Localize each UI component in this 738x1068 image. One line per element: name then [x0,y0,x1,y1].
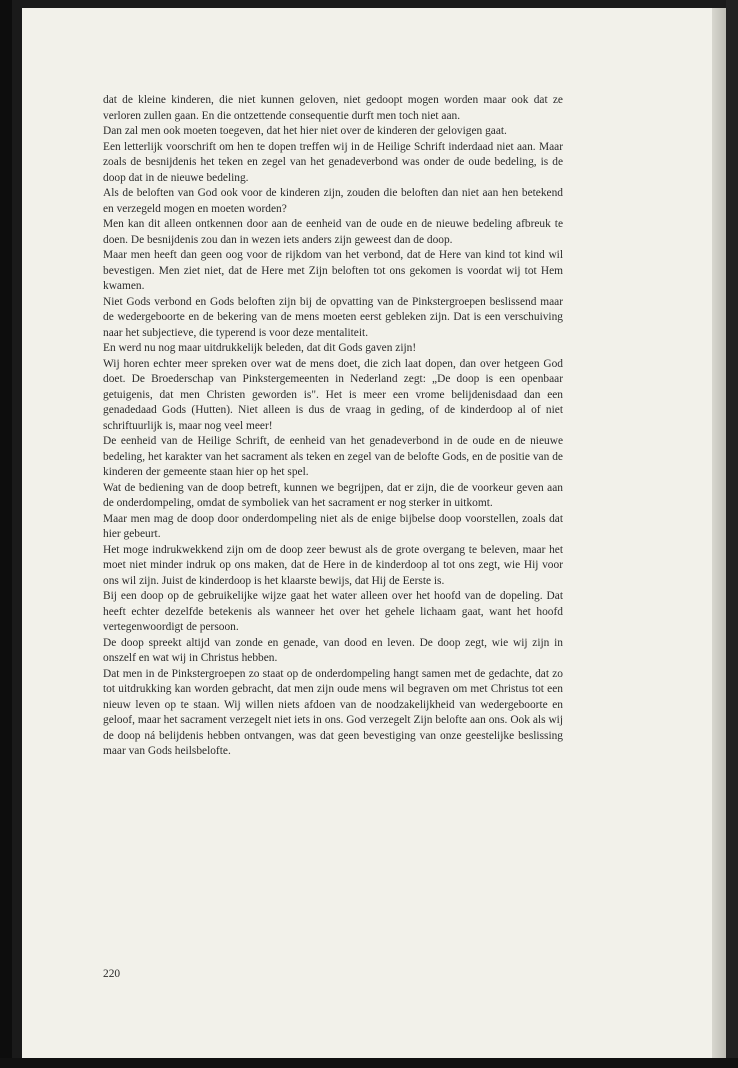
paragraph: Maar men mag de doop door onderdompeling niet als de enige bijbelse doop voorstellen, zoals dat hier gebeurt. [103,512,563,540]
page-edge [712,8,726,1060]
paragraph: Bij een doop op de gebruikelijke wijze gaat het water alleen over het hoofd van de dopeling. Dat heeft echter dezelfde betekenis als wanneer het over het gehele lichaam gaat, want het hoofd vertegenwoordigt de persoon. [103,590,563,633]
paragraph: Dan zal men ook moeten toegeven, dat het hier niet over de kinderen der gelovigen gaat. [103,125,507,137]
paragraph: Dat men in de Pinkstergroepen zo staat op de onderdompeling hangt samen met de gedachte, dat zo tot uitdrukking kan worden gebracht, dat men zijn oude mens wil begraven om met Christus tot een nieuw leven op te staan. Wij willen niets afdoen van de noodzakelijkheid van wedergeboorte en geloof, maar het sacrament verzegelt niet iets in ons. God verzegelt Zijn belofte aan ons. Ook als wij de doop ná belijdenis hebben ontvangen, was dat geen bevestiging van onze geestelijke beslissing maar van Gods heilsbelofte. [103,667,563,757]
paragraph: dat de kleine kinderen, die niet kunnen geloven, niet gedoopt mogen worden maar ook dat ze verloren zullen gaan. En die ontzettende consequentie durft men toch niet aan. [103,94,563,122]
paragraph: Wij horen echter meer spreken over wat de mens doet, die zich laat dopen, dan over hetgeen God doet. De Broederschap van Pinkstergemeenten in Nederland zegt: „De doop is een openbaar getuigenis, dat men Christen geworden is". Het is meer een vrome belijdenisdaad dan een genadedaad Gods (Hutten). Niet alleen is dus de vraag in geding, of de kinderdoop al of niet schriftuurlijk is, maar nog veel meer! [103,357,563,432]
paragraph: En werd nu nog maar uitdrukkelijk beleden, dat dit Gods gaven zijn! [103,342,417,354]
paragraph: De doop spreekt altijd van zonde en genade, van dood en leven. De doop zegt, wie wij zijn in onszelf en wat wij in Christus hebben. [103,636,563,664]
scan-border-right [726,0,738,1068]
paragraph: Een letterlijk voorschrift om hen te dopen treffen wij in de Heilige Schrift inderdaad niet aan. Maar zoals de besnijdenis het teken en zegel van het genadeverbond was onder de oude bedeling, is de doop dat in de nieuwe bedeling. [103,140,563,184]
page-number: 220 [103,968,121,980]
binding-shadow [0,0,12,1068]
paragraph: Men kan dit alleen ontkennen door aan de eenheid van de oude en de nieuwe bedeling afbreuk te doen. De besnijdenis zou dan in wezen iets anders zijn geweest dan de doop. [103,218,563,246]
paragraph: Het moge indrukwekkend zijn om de doop zeer bewust als de grote overgang te beleven, maar het moet niet minder indruk op ons maken, dat de Here in de kinderdoop al tot ons zegt, wie Hij voor ons wil zijn. Juist de kinderdoop is het klaarste bewijs, dat Hij de Eerste is. [103,543,563,587]
paragraph: Maar men heeft dan geen oog voor de rijkdom van het verbond, dat de Here van kind tot kind wil bevestigen. Men ziet niet, dat de Here met Zijn beloften tot ons gekomen is voordat wij tot Hem kwamen. [103,249,563,292]
paragraph: Als de beloften van God ook voor de kinderen zijn, zouden die beloften dan niet aan hen betekend en verzegeld mogen en moeten worden? [103,187,563,215]
paragraph: De eenheid van de Heilige Schrift, de eenheid van het genadeverbond in de oude en de nieuwe bedeling, het karakter van het sacrament als teken en zegel van de belofte Gods, en de positie van de kinderen der gemeente staan hier op het spel. [103,435,563,478]
paragraph: Wat de bediening van de doop betreft, kunnen we begrijpen, dat er zijn, die de voorkeur geven aan de onderdompeling, omdat de symboliek van het sacrament er nog sterker in uitkomt. [103,481,563,509]
paragraph: Niet Gods verbond en Gods beloften zijn bij de opvatting van de Pinkstergroepen beslissend maar de wedergeboorte en de bekering van de mens moeten eerst gebleken zijn. Dat is een verschuiving naar het subjectieve, die typerend is voor deze mentaliteit. [103,295,563,339]
scan-border-bottom [0,1058,738,1068]
body-text [103,93,563,760]
